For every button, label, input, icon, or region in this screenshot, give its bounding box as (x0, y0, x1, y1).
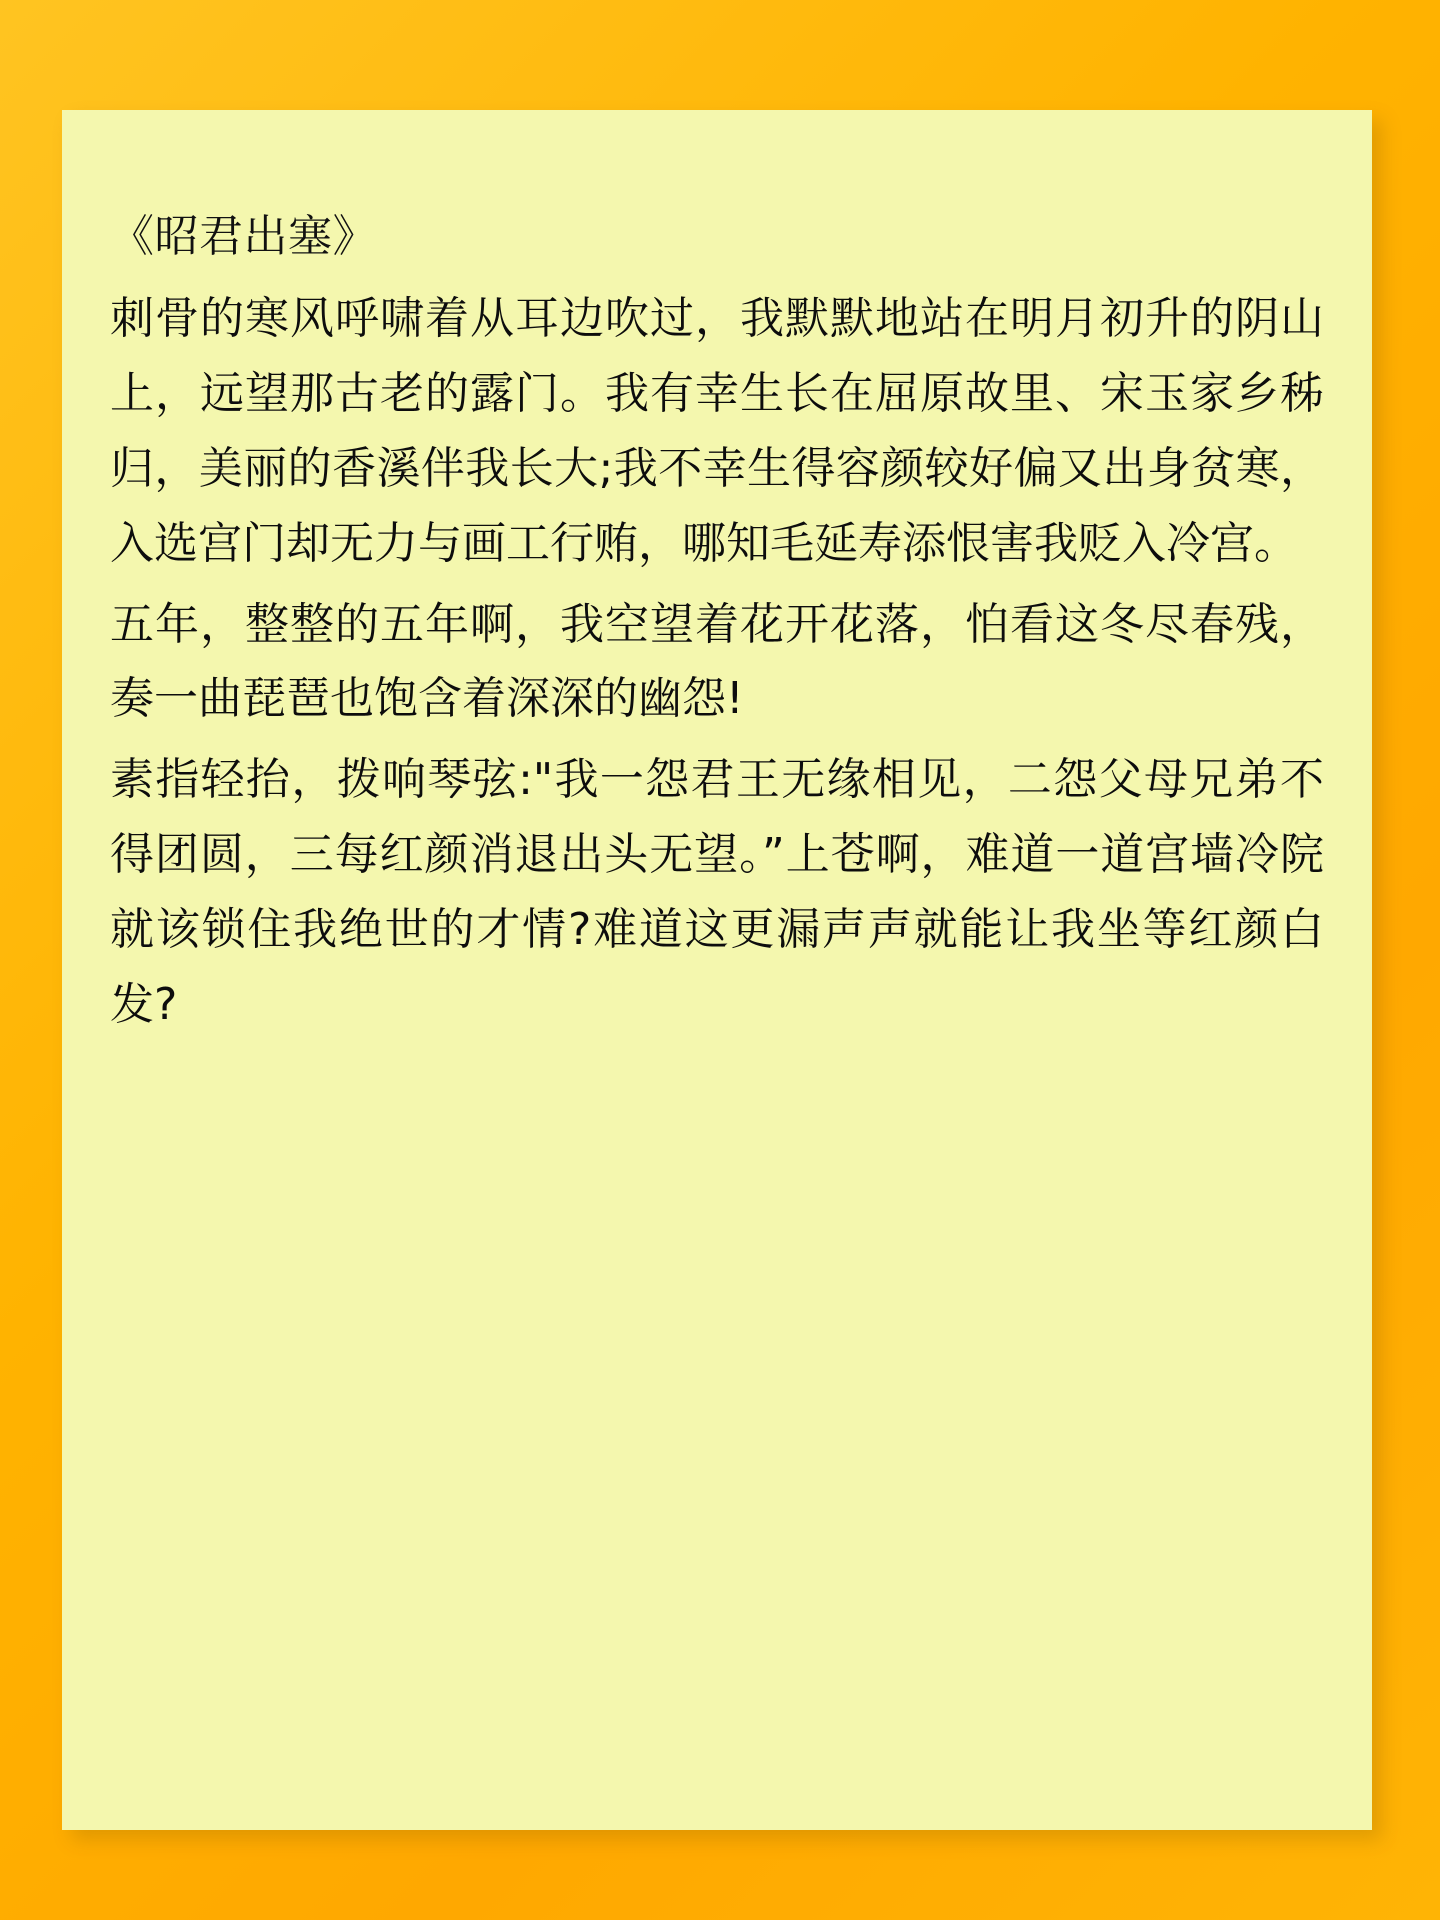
document-paragraph: 五年，整整的五年啊，我空望着花开花落，怕看这冬尽春残，奏一曲琵琶也饱含着深深的幽怨! (110, 598, 1324, 725)
document-paragraph: 素指轻抬，拨响琴弦:"我一怨君王无缘相见，二怨父母兄弟不得团圆，三每红颜消退出头无望。”上苍啊，难道一道宫墙冷院就该锁住我绝世的才情?难道这更漏声声就能让我坐等红颜白发? (110, 754, 1324, 1030)
note-card (62, 110, 1372, 1830)
note-content (110, 206, 1324, 1044)
document-paragraph: 刺骨的寒风呼啸着从耳边吹过，我默默地站在明月初升的阴山上，远望那古老的露门。我有幸生长在屈原故里、宋玉家乡秭归，美丽的香溪伴我长大;我不幸生得容颜较好偏又出身贫寒，入选宫门却无力与画工行贿，哪知毛延寿添恨害我贬入冷宫。 (110, 293, 1324, 569)
document-title: 《昭君出塞》 (110, 211, 377, 262)
